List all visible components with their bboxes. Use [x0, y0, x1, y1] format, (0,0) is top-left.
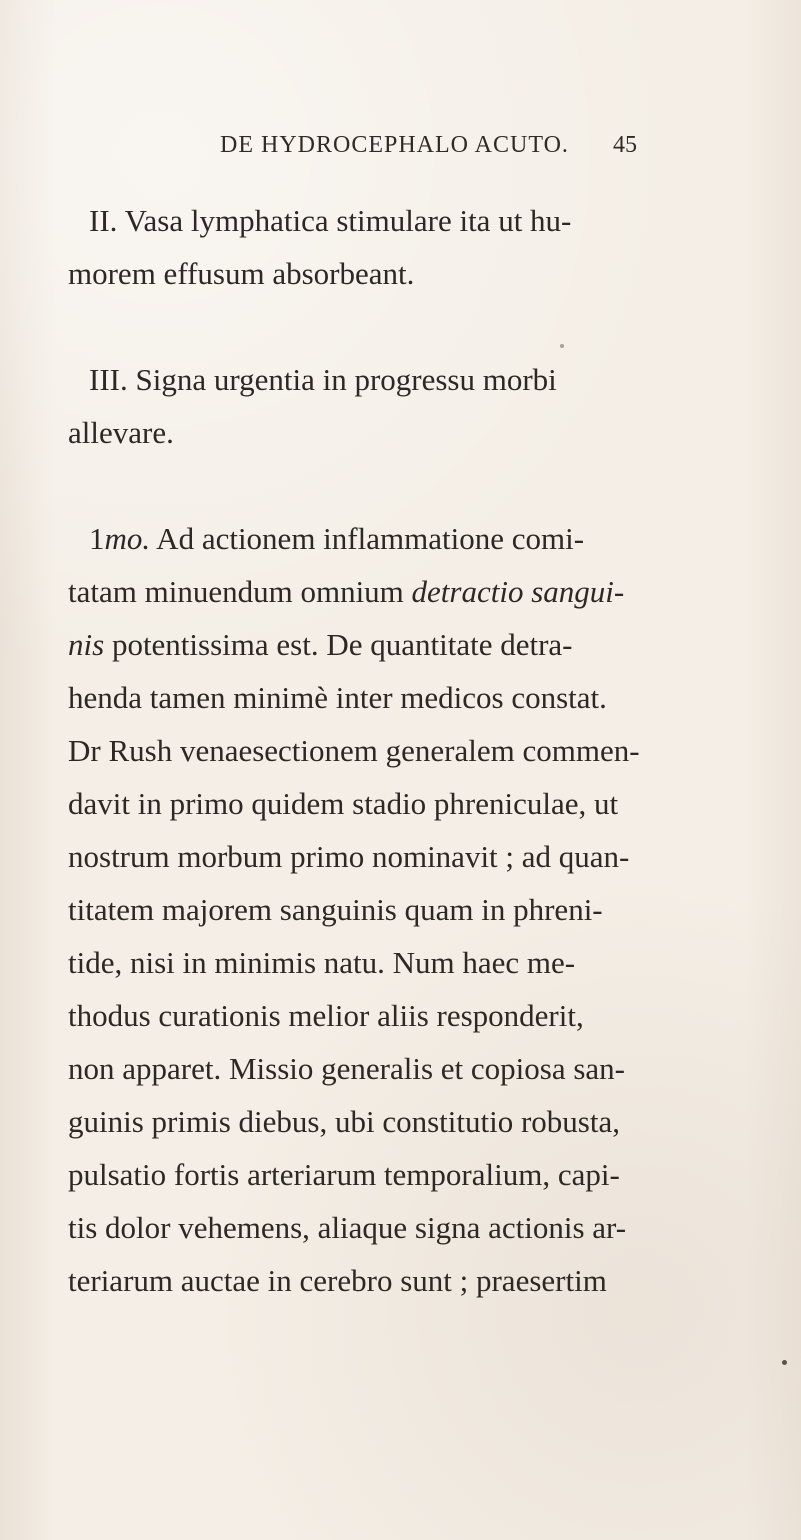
- text-line-19: teriarum auctae in cerebro sunt ; praesertim: [68, 1263, 607, 1298]
- text-line-3: III. Signa urgentia in progressu morbi: [89, 362, 557, 397]
- text-line-11: nostrum morbum primo nominavit ; ad quan-: [68, 839, 630, 874]
- text-line-10: davit in primo quidem stadio phreniculae, ut: [68, 786, 619, 821]
- paper-speck: [560, 344, 564, 348]
- paragraph-gap: [68, 300, 718, 353]
- text-fragment: Ad actionem inflammatione comi-: [150, 521, 585, 556]
- text-line-14: thodus curationis melior aliis responderit,: [68, 998, 584, 1033]
- italic-term: detractio sangui-: [411, 574, 625, 609]
- paper-speck: [782, 1360, 787, 1365]
- text-line-13: tide, nisi in minimis natu. Num haec me-: [68, 945, 576, 980]
- italic-term: nis: [68, 627, 105, 662]
- text-fragment: tatam minuendum omnium: [68, 574, 412, 609]
- text-line-6: [68, 565, 718, 618]
- text-line-7: [68, 618, 718, 671]
- page-header: [0, 132, 801, 172]
- paragraph-gap: [68, 459, 718, 512]
- body-text: [68, 194, 718, 1307]
- text-line-8: henda tamen minimè inter medicos constat.: [68, 680, 607, 715]
- text-line-15: non apparet. Missio generalis et copiosa san-: [68, 1051, 625, 1086]
- text-line-17: pulsatio fortis arteriarum temporalium, capi-: [68, 1157, 620, 1192]
- text-line-2: morem effusum absorbeant.: [68, 256, 415, 291]
- text-line-4: allevare.: [68, 415, 174, 450]
- text-line-12: titatem majorem sanguinis quam in phreni-: [68, 892, 603, 927]
- text-line-16: guinis primis diebus, ubi constitutio robusta,: [68, 1104, 620, 1139]
- running-title: DE HYDROCEPHALO ACUTO.: [220, 132, 569, 158]
- text-line-9: Dr Rush venaesectionem generalem commen-: [68, 733, 640, 768]
- text-line-1: II. Vasa lymphatica stimulare ita ut hu-: [89, 203, 572, 238]
- list-number: 1: [89, 521, 105, 556]
- text-line-18: tis dolor vehemens, aliaque signa actionis ar-: [68, 1210, 627, 1245]
- text-fragment: potentissima est. De quantitate detra-: [104, 627, 573, 662]
- text-line-5: [68, 512, 718, 565]
- list-ordinal: mo.: [104, 521, 151, 556]
- page-number: 45: [613, 132, 637, 158]
